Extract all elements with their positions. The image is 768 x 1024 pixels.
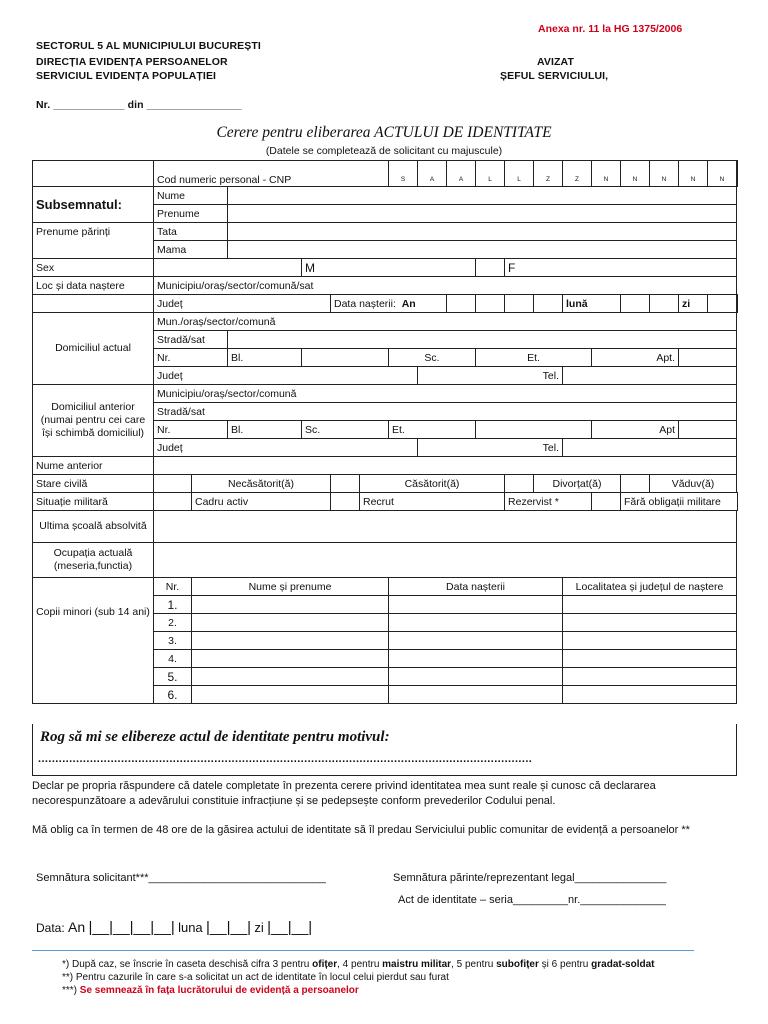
- footnote-1-maistru: maistru militar: [382, 959, 452, 970]
- vaduv-box[interactable]: [621, 475, 650, 493]
- cnp-digit-6[interactable]: Z: [534, 161, 563, 187]
- luna-label: lună: [563, 295, 621, 313]
- motiv-dotted-line[interactable]: ...............................................................................................................................................: [38, 753, 533, 765]
- header-serviciul: SERVICIUL EVIDENȚA POPULAȚIEI: [36, 70, 217, 82]
- zi-label: zi: [679, 295, 708, 313]
- bl-anterior-label: Bl.: [228, 421, 302, 439]
- semnatura-parinte[interactable]: Semnătura părinte/reprezentant legal_______________: [393, 872, 667, 884]
- data-nasterii-label: [331, 295, 447, 313]
- copii-row-4-localitatea[interactable]: [563, 650, 737, 668]
- footnote-1-e: , 5 pentru: [451, 959, 497, 970]
- nume-label: Nume: [154, 187, 228, 205]
- prenume-label: Prenume: [154, 205, 228, 223]
- luna-box-2[interactable]: [650, 295, 679, 313]
- luna-box-1[interactable]: [621, 295, 650, 313]
- sc-label: Sc.: [389, 349, 476, 367]
- registration-number: Nr. ____________ din ________________: [36, 99, 242, 111]
- nume-anterior-field[interactable]: [154, 457, 737, 475]
- zi-box-2[interactable]: [737, 295, 738, 313]
- copii-row-3-localitatea[interactable]: [563, 632, 737, 650]
- situatie-militara-label: Situație militară: [33, 493, 154, 511]
- municipiu-comuna-label: Municipiu/oraș/sector/comună: [154, 385, 737, 403]
- judet-nastere-label: Județ: [154, 295, 331, 313]
- semnatura-solicitant[interactable]: Semnătura solicitant***_____________________________: [36, 872, 326, 884]
- cnp-spacer: [33, 161, 154, 187]
- an-box-2[interactable]: [476, 295, 505, 313]
- strada-field[interactable]: [228, 331, 737, 349]
- copii-minori-label: Copii minori (sub 14 ani): [33, 578, 154, 704]
- cnp-digit-10[interactable]: N: [650, 161, 679, 187]
- bl-field[interactable]: [302, 349, 389, 367]
- copii-row-5-nume[interactable]: [192, 668, 389, 686]
- act-identitate-seria[interactable]: Act de identitate – seria_________nr.______________: [398, 894, 666, 906]
- divortat-label: Divorțat(ă): [534, 475, 621, 493]
- sex-label: Sex: [33, 259, 154, 277]
- request-form-table: [32, 160, 738, 704]
- ultima-scoala-field[interactable]: [154, 511, 737, 543]
- rezervist-box[interactable]: [592, 493, 621, 511]
- copii-row-6-localitatea[interactable]: [563, 686, 737, 704]
- subsemnatul-text: Subsemnatul: [36, 196, 118, 212]
- footnote-1-g: și 6 pentru: [538, 959, 592, 970]
- loc-nastere-blank: [33, 295, 154, 313]
- copii-col-data: Data nașterii: [389, 578, 563, 596]
- copii-row-2-localitatea[interactable]: [563, 614, 737, 632]
- footnote-3-marker: ***): [62, 985, 80, 996]
- cnp-digit-3[interactable]: A: [447, 161, 476, 187]
- copii-row-4-nr: 4.: [154, 650, 192, 668]
- declaratie-text: Declar pe propria răspundere că datele completate în prezenta cerere privind identitatea mea sunt reale și cunosc că declararea necorespunzătoare a adevărului constituie infracțiune și se pedepsește conform prevederilor Codului penal.: [32, 780, 656, 807]
- cnp-digit-4[interactable]: L: [476, 161, 505, 187]
- judet-anterior-label: Județ: [154, 439, 418, 457]
- copii-row-2-data[interactable]: [389, 614, 563, 632]
- ocupatia-label: Ocupația actuală (meseria,functia): [33, 543, 154, 578]
- prenume-field[interactable]: [228, 205, 737, 223]
- an-box-4[interactable]: [534, 295, 563, 313]
- footnote-1: [62, 959, 655, 970]
- an-box-3[interactable]: [505, 295, 534, 313]
- subsemnatul-colon: :: [117, 196, 122, 212]
- footnote-1-subofiter: subofițer: [496, 959, 539, 970]
- subsemnatul-label: [33, 187, 154, 223]
- header-sector: SECTORUL 5 AL MUNICIPIULUI BUCUREȘTI: [36, 40, 261, 52]
- copii-row-6-nr: 6.: [154, 686, 192, 704]
- et-label: Et.: [476, 349, 592, 367]
- copii-col-localitatea: Localitatea și județul de naștere: [563, 578, 737, 596]
- data-zi-boxes[interactable]: |__|__|: [267, 919, 313, 936]
- header-directia: DIRECȚIA EVIDENȚA PERSOANELOR: [36, 56, 228, 68]
- footnote-1-ofiter: ofițer: [312, 959, 338, 970]
- tel-anterior-field[interactable]: [563, 439, 737, 457]
- footnote-1-a: *) După caz, se înscrie în caseta deschisă cifra 3 pentru: [62, 959, 313, 970]
- prenume-parinti-label: Prenume părinți: [33, 223, 154, 259]
- data-zi-label: zi: [254, 920, 264, 935]
- cnp-digit-12[interactable]: N: [708, 161, 737, 187]
- data-an-label: An: [68, 919, 86, 935]
- copii-row-3-nume[interactable]: [192, 632, 389, 650]
- tel-anterior-label: Tel.: [418, 439, 563, 457]
- nume-field[interactable]: [228, 187, 737, 205]
- tata-field[interactable]: [228, 223, 737, 241]
- copii-row-2-nr: 2.: [154, 614, 192, 632]
- apt-field[interactable]: [679, 349, 737, 367]
- copii-row-1-data[interactable]: [389, 596, 563, 614]
- cnp-digit-11[interactable]: N: [679, 161, 708, 187]
- cadru-activ-label: Cadru activ: [192, 493, 331, 511]
- footnote-2: **) Pentru cazurile în care s-a solicitat un act de identitate în locul celui pierdut sau furat: [62, 972, 449, 983]
- judet-actual-label: Județ: [154, 367, 418, 385]
- nume-anterior-label: Nume anterior: [33, 457, 154, 475]
- footnote-1-c: , 4 pentru: [337, 959, 383, 970]
- necasatorit-label: Necăsătorit(ă): [192, 475, 331, 493]
- stare-civila-label: Stare civilă: [33, 475, 154, 493]
- strada-anterior-label: Stradă/sat: [154, 403, 737, 421]
- mun-comuna-label: Mun./oraș/sector/comună: [154, 313, 737, 331]
- nr-anterior-label: Nr.: [154, 421, 228, 439]
- tel-field[interactable]: [563, 367, 737, 385]
- bl-label: Bl.: [228, 349, 302, 367]
- copii-row-4-data[interactable]: [389, 650, 563, 668]
- domiciliul-anterior-label: Domiciliul anterior (numai pentru cei care își schimbă domiciliul): [33, 385, 154, 457]
- apt-anterior-label: Apt: [592, 421, 679, 439]
- cnp-label: Cod numeric personal - CNP: [154, 161, 389, 187]
- casatorit-box[interactable]: [331, 475, 360, 493]
- copii-row-6-nume[interactable]: [192, 686, 389, 704]
- data-luna-boxes[interactable]: |__|__|: [206, 919, 252, 936]
- copii-row-3-nr: 3.: [154, 632, 192, 650]
- copii-row-1-nr: 1.: [154, 596, 192, 614]
- footnote-divider: [32, 950, 694, 951]
- form-title: Cerere pentru eliberarea ACTULUI DE IDENTITATE: [216, 124, 552, 141]
- annex-label: Anexa nr. 11 la HG 1375/2006: [538, 23, 683, 35]
- sex-box-m-blank[interactable]: [154, 259, 302, 277]
- cnp-digit-7[interactable]: Z: [563, 161, 592, 187]
- footnote-3: [62, 985, 359, 996]
- footnote-3-text: Se semnează în fața lucrătorului de evidență a persoanelor: [79, 985, 359, 996]
- sex-box-f[interactable]: [476, 259, 505, 277]
- tata-label: Tata: [154, 223, 228, 241]
- copii-row-1-localitatea[interactable]: [563, 596, 737, 614]
- copii-row-6-data[interactable]: [389, 686, 563, 704]
- apt-anterior-field[interactable]: [679, 421, 737, 439]
- et-anterior-field[interactable]: [476, 421, 592, 439]
- copii-col-nr: Nr.: [154, 578, 192, 596]
- cnp-digit-8[interactable]: N: [592, 161, 621, 187]
- cadru-activ-box[interactable]: [154, 493, 192, 511]
- motiv-prompt: Rog să mi se elibereze actul de identitate pentru motivul:: [40, 729, 390, 745]
- data-nasterii-text: Data nașterii:: [334, 297, 396, 310]
- divortat-box[interactable]: [505, 475, 534, 493]
- fara-obligatii-label: Fără obligații militare: [621, 493, 738, 511]
- copii-row-5-localitatea[interactable]: [563, 668, 737, 686]
- domiciliul-actual-label: Domiciliul actual: [33, 313, 154, 385]
- ocupatia-field[interactable]: [154, 543, 737, 578]
- form-subtitle: (Datele se completează de solicitant cu majuscule): [265, 145, 503, 157]
- mama-field[interactable]: [228, 241, 737, 259]
- cnp-digit-13[interactable]: [737, 161, 738, 187]
- copii-row-3-data[interactable]: [389, 632, 563, 650]
- data-label: Data:: [36, 921, 65, 935]
- ultima-scoala-label: Ultima școală absolvită: [33, 511, 154, 543]
- zi-box-1[interactable]: [708, 295, 737, 313]
- vaduv-label: Văduv(ă): [650, 475, 737, 493]
- copii-row-2-nume[interactable]: [192, 614, 389, 632]
- rezervist-label: Rezervist *: [505, 493, 592, 511]
- cnp-digit-5[interactable]: L: [505, 161, 534, 187]
- nr-label: Nr.: [154, 349, 228, 367]
- obligatie-text: Mă oblig ca în termen de 48 ore de la găsirea actului de identitate să îl predau Serviciului public comunitar de evidență a persoanelor **: [32, 824, 690, 836]
- copii-row-4-nume[interactable]: [192, 650, 389, 668]
- cnp-digit-2[interactable]: A: [418, 161, 447, 187]
- municipiu-sat-label: Municipiu/oraș/sector/comună/sat: [154, 277, 737, 295]
- cnp-digit-1[interactable]: S: [389, 161, 418, 187]
- copii-row-5-data[interactable]: [389, 668, 563, 686]
- recrut-label: Recrut: [360, 493, 505, 511]
- data-field[interactable]: [36, 918, 312, 937]
- sex-f-label: F: [505, 259, 737, 277]
- data-luna-label: luna: [178, 920, 203, 935]
- strada-label: Stradă/sat: [154, 331, 228, 349]
- data-an-boxes[interactable]: |__|__|__|__|: [88, 919, 175, 936]
- data-nasterii-an: An: [401, 297, 416, 310]
- copii-col-nume: Nume și prenume: [192, 578, 389, 596]
- copii-row-1-nume[interactable]: [192, 596, 389, 614]
- cnp-digit-9[interactable]: N: [621, 161, 650, 187]
- et-anterior-label: Et.: [389, 421, 476, 439]
- loc-data-nastere-label: Loc și data naștere: [33, 277, 154, 295]
- apt-label: Apt.: [592, 349, 679, 367]
- header-sef: ȘEFUL SERVICIULUI,: [500, 70, 609, 82]
- an-box-1[interactable]: [447, 295, 476, 313]
- tel-label: Tel.: [418, 367, 563, 385]
- necasatorit-box[interactable]: [154, 475, 192, 493]
- sc-anterior-label: Sc.: [302, 421, 389, 439]
- sex-m-label: M: [302, 259, 476, 277]
- recrut-box[interactable]: [331, 493, 360, 511]
- footnote-1-gradat: gradat-soldat: [591, 959, 655, 970]
- casatorit-label: Căsătorit(ă): [360, 475, 505, 493]
- copii-row-5-nr: 5.: [154, 668, 192, 686]
- header-avizat: AVIZAT: [537, 56, 574, 68]
- mama-label: Mama: [154, 241, 228, 259]
